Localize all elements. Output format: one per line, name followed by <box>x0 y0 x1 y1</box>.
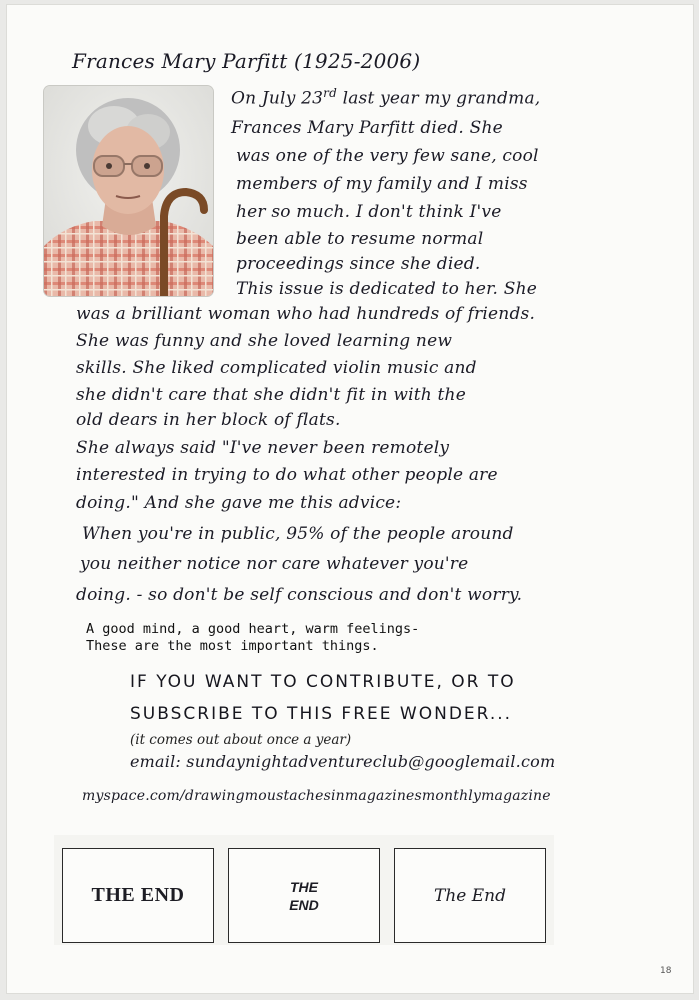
end-text-2 <box>289 878 319 914</box>
end-box-1 <box>62 848 214 943</box>
text-line: her so much. I don't think I've <box>236 202 502 222</box>
intro-line <box>231 86 540 109</box>
text-line: She was funny and she loved learning new <box>76 331 453 351</box>
text-line: you neither notice nor care whatever you're <box>80 554 469 574</box>
end-text-2-line1: THE <box>290 878 318 895</box>
text-line: skills. She liked complicated violin music and <box>76 358 477 378</box>
text-line: interested in trying to do what other people are <box>76 465 498 485</box>
text-line: was a brilliant woman who had hundreds of friends. <box>76 304 536 324</box>
page-title: Frances Mary Parfitt (1925-2006) <box>72 49 421 73</box>
text-line: old dears in her block of flats. <box>76 410 341 430</box>
end-text-3: The End <box>434 885 506 906</box>
text-line: was one of the very few sane, cool <box>236 146 539 166</box>
grandma-photo <box>44 86 213 296</box>
text-line: Frances Mary Parfitt died. She <box>231 118 503 138</box>
text-line: members of my family and I miss <box>236 174 528 194</box>
quote-line-1: A good mind, a good heart, warm feelings- <box>86 621 420 637</box>
portrait-image <box>44 86 213 296</box>
text-line: she didn't care that she didn't fit in with the <box>76 385 466 405</box>
text-line: When you're in public, 95% of the people around <box>82 524 514 544</box>
text-line: proceedings since she died. <box>236 254 481 274</box>
text-line: This issue is dedicated to her. She <box>236 279 538 299</box>
contribute-heading-2: SUBSCRIBE TO THIS FREE WONDER... <box>130 704 513 724</box>
end-text-2-line2: END <box>289 896 319 913</box>
end-box-2 <box>228 848 380 943</box>
intro-text: On July 23 <box>231 88 324 109</box>
end-box-3 <box>394 848 546 943</box>
intro-superscript: rd <box>323 86 337 100</box>
text-line: She always said "I've never been remotely <box>76 438 450 458</box>
frequency-note: (it comes out about once a year) <box>130 732 352 748</box>
text-line: been able to resume normal <box>236 229 484 249</box>
email-address: email: sundaynightadventureclub@googlemail.com <box>130 752 556 771</box>
text-line: doing. - so don't be self conscious and don't worry. <box>76 585 523 605</box>
intro-text-end: last year my grandma, <box>336 88 541 109</box>
text-line: doing." And she gave me this advice: <box>76 493 402 513</box>
myspace-url: myspace.com/drawingmoustachesinmagazinesmonthlymagazine <box>82 788 551 804</box>
end-text-1: THE END <box>91 884 185 906</box>
contribute-heading-1: IF YOU WANT TO CONTRIBUTE, OR TO <box>130 672 516 692</box>
quote-line-2: These are the most important things. <box>86 638 379 654</box>
page-number: 18 <box>660 966 672 976</box>
